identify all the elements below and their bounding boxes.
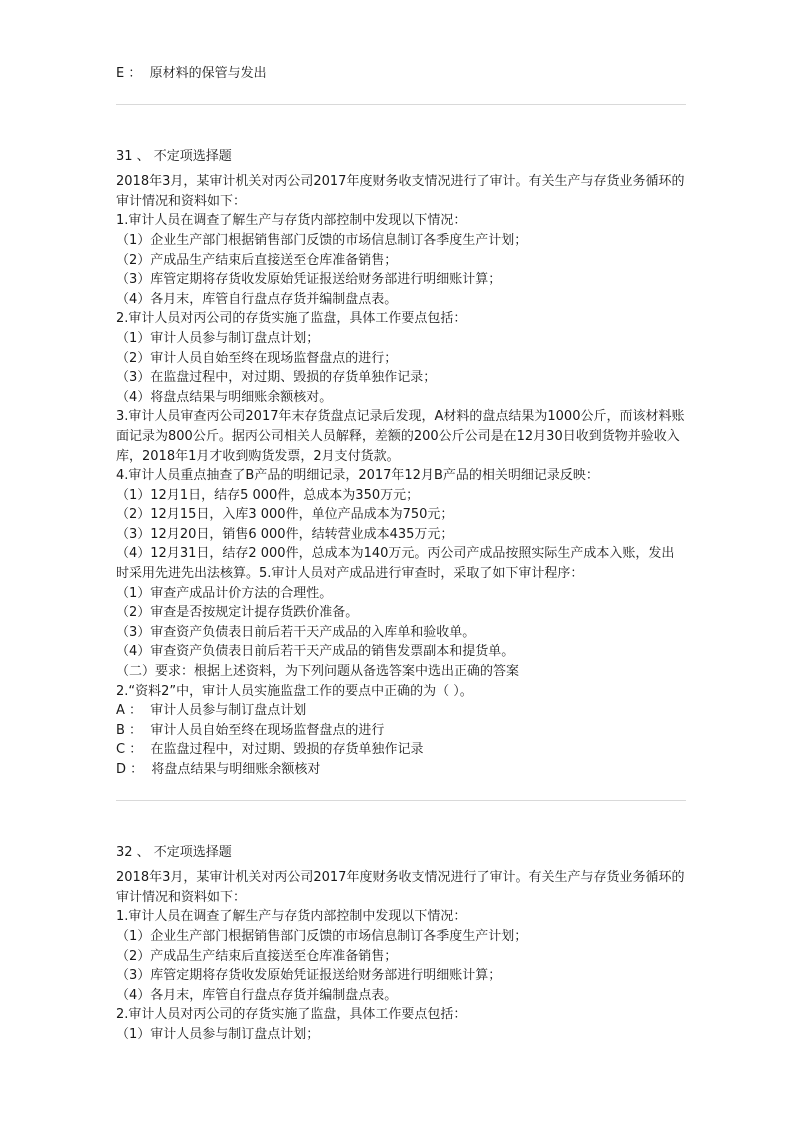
q31-line: （3）在监盘过程中，对过期、毁损的存货单独作记录； [116,370,437,386]
q31-line: （4）将盘点结果与明细账余额核对。 [116,389,333,405]
section-divider [116,104,686,105]
q31-line: （2）审查是否按规定计提存货跌价准备。 [116,605,359,621]
question-31-body [116,172,686,701]
document-page [116,60,686,1045]
q31-line: 2018年3月，某审计机关对丙公司2017年度财务收支情况进行了审计。有关生产与存货业务循环的审计情况和资料如下： [116,174,685,209]
section-divider [116,800,686,801]
q31-line: （2）产成品生产结束后直接送至仓库准备销售； [116,252,398,268]
q32-line: （1）企业生产部门根据销售部门反馈的市场信息制订各季度生产计划； [116,928,528,944]
option-a[interactable]: A ： 审计人员参与制订盘点计划 [116,703,307,719]
q31-line: （4）各月末，库管自行盘点存货并编制盘点表。 [116,291,398,307]
q32-line: 1.审计人员在调查了解生产与存货内部控制中发现以下情况： [116,909,467,925]
question-31-title: 31 、 不定项选择题 [116,148,232,164]
question-31-options [116,701,686,779]
q31-line: （3）审查资产负债表日前后若干天产成品的入库单和验收单。 [116,624,476,640]
q31-line: （1）审计人员参与制订盘点计划； [116,330,320,346]
q31-line: 3.审计人员审查丙公司2017年末存货盘点记录后发现，A材料的盘点结果为1000公斤，而该材料账面记录为800公斤。据丙公司相关人员解释，差额的200公斤公司是在12月30日收到货物并验收入库，2018年1月才收到购货发票，2月支付货款。 [116,409,685,464]
q32-line: 2018年3月，某审计机关对丙公司2017年度财务收支情况进行了审计。有关生产与存货业务循环的审计情况和资料如下： [116,870,685,905]
q31-line: 2.“资料2”中，审计人员实施监盘工作的要点中正确的为（ ）。 [116,683,473,699]
option-c[interactable]: C ： 在监盘过程中，对过期、毁损的存货单独作记录 [116,742,424,758]
option-d[interactable]: D ： 将盘点结果与明细账余额核对 [116,762,321,777]
q31-line: 4.审计人员重点抽查了B产品的明细记录，2017年12月B产品的相关明细记录反映： [116,468,599,484]
q31-line: （二）要求：根据上述资料，为下列问题从备选答案中选出正确的答案 [116,664,520,680]
q32-line: （1）审计人员参与制订盘点计划； [116,1026,320,1042]
q31-line: （1）12月1日，结存5 000件，总成本为350万元； [116,487,420,503]
q31-line: （1）审查产成品计价方法的合理性。 [116,585,333,601]
q32-line: 2.审计人员对丙公司的存货实施了监盘，具体工作要点包括： [116,1007,467,1023]
q32-line: （4）各月末，库管自行盘点存货并编制盘点表。 [116,987,398,1003]
option-b[interactable]: B ： 审计人员自始至终在现场监督盘点的进行 [116,722,385,738]
q31-line: （1）企业生产部门根据销售部门反馈的市场信息制订各季度生产计划； [116,232,528,248]
q32-line: （2）产成品生产结束后直接送至仓库准备销售； [116,948,398,964]
q31-line: （4）12月31日，结存2 000件，总成本为140万元。丙公司产成品按照实际生产成本入账，发出时采用先进先出法核算。5.审计人员对产成品进行审查时，采取了如下审计程序： [116,546,675,582]
question-32-body [116,868,686,1044]
q31-line: （2）12月15日，入库3 000件，单位产品成本为750元； [116,507,454,523]
option-e[interactable]: E ： 原材料的保管与发出 [116,66,267,81]
q31-line: 2.审计人员对丙公司的存货实施了监盘，具体工作要点包括： [116,311,467,327]
q32-line: （3）库管定期将存货收发原始凭证报送给财务部进行明细账计算； [116,968,502,984]
q31-line: （3）12月20日，销售6 000件，结转营业成本435万元； [116,526,454,542]
q31-line: （2）审计人员自始至终在现场监督盘点的进行； [116,350,398,366]
q31-line: （4）审查资产负债表日前后若干天产成品的销售发票副本和提货单。 [116,644,515,660]
question-32-title: 32 、 不定项选择题 [116,844,232,860]
q31-line: 1.审计人员在调查了解生产与存货内部控制中发现以下情况： [116,213,467,229]
q31-line: （3）库管定期将存货收发原始凭证报送给财务部进行明细账计算； [116,272,502,288]
